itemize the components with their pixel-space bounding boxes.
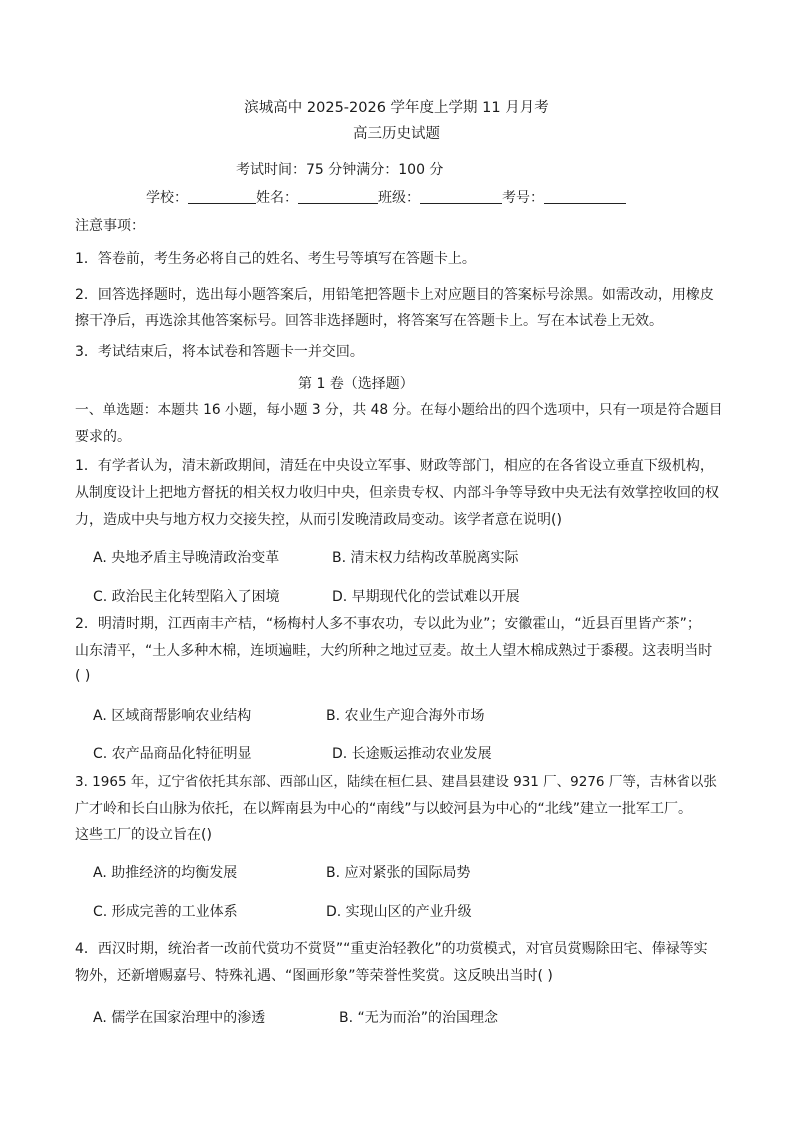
question-3-option-c[interactable]: C. 形成完善的工业体系 — [93, 904, 238, 920]
section-intro-line-2: 要求的。 — [75, 429, 131, 445]
question-2-option-d[interactable]: D. 长途贩运推动农业发展 — [332, 746, 492, 762]
school-field[interactable] — [188, 189, 256, 204]
question-2-line-1: 2．明清时期，江西南丰产桔，“杨梅村人多不事农功，专以此为业”；安徽霍山，“近县百里皆产茶”； — [75, 616, 701, 632]
section-title: 第 1 卷（选择题） — [298, 376, 414, 392]
question-1-option-a[interactable]: A. 央地矛盾主导晚清政治变革 — [93, 550, 280, 566]
question-3-option-a[interactable]: A. 助推经济的均衡发展 — [93, 865, 238, 881]
question-1-line-2: 从制度设计上把地方督抚的相关权力收归中央，但亲贵专权、内部斗争等导致中央无法有效掌控收回的权 — [75, 485, 719, 501]
question-3-line-1: 3. 1965 年，辽宁省依托其东部、西部山区，陆续在桓仁县、建昌县建设 931 厂、9276 厂等，吉林省以张 — [75, 774, 717, 790]
question-1-option-c[interactable]: C. 政治民主化转型陷入了困境 — [93, 589, 280, 605]
question-2-option-b[interactable]: B. 农业生产迎合海外市场 — [326, 708, 485, 724]
question-3-option-d[interactable]: D. 实现山区的产业升级 — [326, 904, 472, 920]
question-1-line-1: 1．有学者认为，清末新政期间，清廷在中央设立军事、财政等部门，相应的在各省设立垂直下级机构， — [75, 458, 714, 474]
question-2-option-c[interactable]: C. 农产品商品化特征明显 — [93, 746, 252, 762]
notes-heading: 注意事项： — [75, 218, 145, 234]
question-4-option-a[interactable]: A. 儒学在国家治理中的渗透 — [93, 1010, 266, 1026]
question-3-line-2: 广才岭和长白山脉为依托，在以辉南县为中心的“南线”与以蛟河县为中心的“北线”建立一批军工厂。 — [75, 801, 693, 817]
exam-info: 考试时间：75 分钟满分：100 分 — [236, 162, 444, 178]
question-1-line-3: 力，造成中央与地方权力交接失控，从而引发晚清政局变动。该学者意在说明() — [75, 512, 562, 528]
question-1-option-d[interactable]: D. 早期现代化的尝试难以开展 — [332, 589, 520, 605]
question-3-option-b[interactable]: B. 应对紧张的国际局势 — [326, 865, 471, 881]
note-item-2-line-1: 2．回答选择题时，选出每小题答案后，用铅笔把答题卡上对应题目的答案标号涂黑。如需改动，用橡皮 — [75, 287, 714, 303]
question-2-line-2: 山东清平，“土人多种木棉，连顷遍畦，大约所种之地过豆麦。故土人望木棉成熟过于黍稷。这表明当时 — [75, 643, 713, 659]
name-label: 姓名： — [256, 190, 298, 206]
question-4-line-1: 4．西汉时期，统治者一改前代赏功不赏贤”“重吏治轻教化”的功赏模式，对官员赏赐除田宅、俸禄等实 — [75, 941, 708, 957]
exam-title: 滨城高中 2025-2026 学年度上学期 11 月月考 — [244, 100, 549, 116]
question-1-option-b[interactable]: B. 清末权力结构改革脱离实际 — [332, 550, 519, 566]
note-item-1: 1．答卷前，考生务必将自己的姓名、考生号等填写在答题卡上。 — [75, 251, 476, 267]
exam-subtitle: 高三历史试题 — [353, 126, 440, 142]
question-2-line-3: ( ) — [75, 668, 91, 684]
question-4-line-2: 物外，还新增赐嘉号、特殊礼遇、“图画形象”等荣誉性奖赏。这反映出当时( ) — [75, 968, 553, 984]
student-info-row — [146, 187, 626, 207]
name-field[interactable] — [298, 189, 378, 204]
section-intro-line-1: 一、单选题：本题共 16 小题，每小题 3 分，共 48 分。在每小题给出的四个选项中，只有一项是符合题目 — [75, 402, 723, 418]
class-label: 班级： — [378, 190, 420, 206]
id-field[interactable] — [544, 189, 626, 204]
note-item-3: 3．考试结束后，将本试卷和答题卡一并交回。 — [75, 344, 364, 360]
class-field[interactable] — [420, 189, 502, 204]
id-label: 考号： — [502, 190, 544, 206]
question-3-line-3: 这些工厂的设立旨在() — [75, 827, 212, 843]
question-4-option-b[interactable]: B. “无为而治”的治国理念 — [339, 1010, 499, 1026]
question-2-option-a[interactable]: A. 区域商帮影响农业结构 — [93, 708, 252, 724]
note-item-2-line-2: 擦干净后，再选涂其他答案标号。回答非选择题时，将答案写在答题卡上。写在本试卷上无效。 — [75, 313, 663, 329]
school-label: 学校： — [146, 190, 188, 206]
